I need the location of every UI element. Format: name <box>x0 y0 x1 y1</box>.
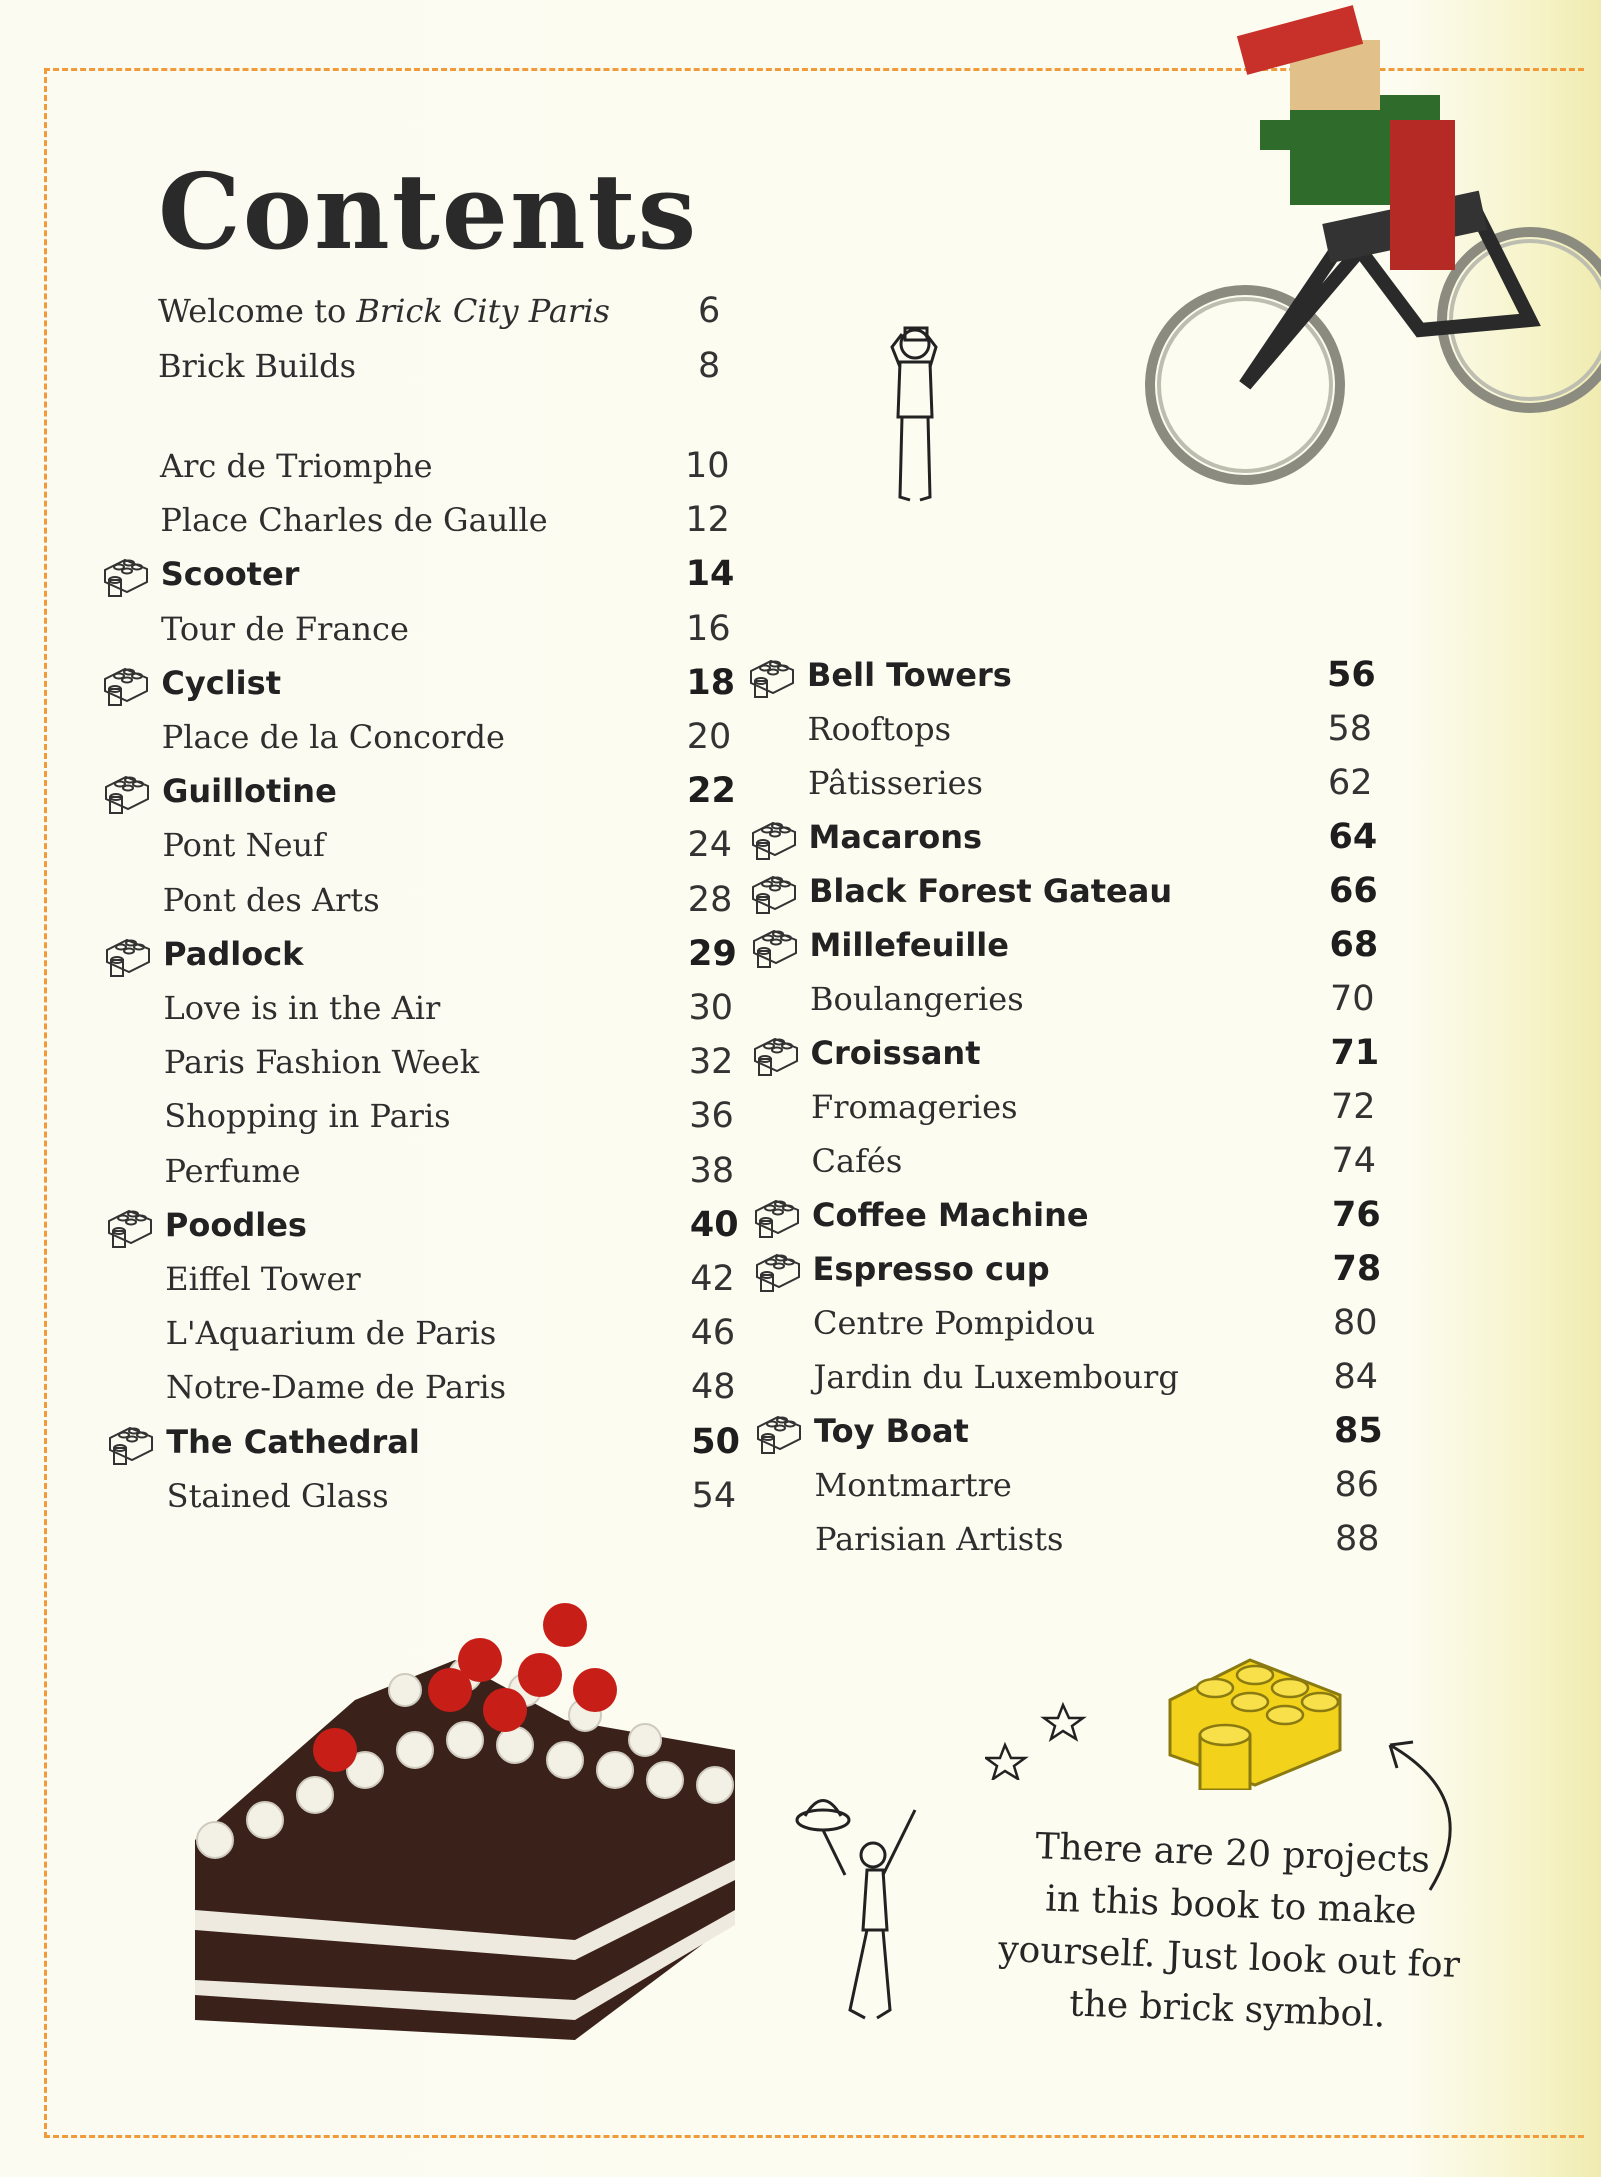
toc-page-number: 20 <box>686 717 732 757</box>
toc-entry-padlock[interactable] <box>163 928 737 980</box>
toc-page-number: 36 <box>689 1096 734 1137</box>
toc-entry-label: Paris Fashion Week <box>163 1043 480 1082</box>
note-line: in this book to make <box>1044 1878 1418 1933</box>
brick-symbol-icon <box>100 771 152 815</box>
toc-entry-label: Bell Towers <box>807 656 1012 694</box>
brick-symbol-icon <box>103 1205 155 1249</box>
toc-entry-stained-glass[interactable] <box>166 1470 737 1522</box>
toc-entry-label: Cafés <box>811 1142 903 1180</box>
toc-entry-label: Fromageries <box>811 1088 1018 1126</box>
toc-page-number: 68 <box>1329 925 1379 965</box>
toc-page-number: 62 <box>1328 763 1373 803</box>
toc-page-number: 86 <box>1334 1465 1380 1505</box>
toc-entry-welcome[interactable] <box>158 285 721 337</box>
toc-page-number: 16 <box>686 608 731 649</box>
toc-page-number: 80 <box>1333 1303 1378 1343</box>
toc-entry-label: Croissant <box>810 1034 981 1072</box>
toc-entry-label: Centre Pompidou <box>813 1304 1096 1342</box>
toc-page-number: 28 <box>687 879 733 920</box>
cyclist-photo <box>1090 0 1601 500</box>
toc-page-number: 6 <box>698 291 721 331</box>
toc-entry-pont-des-arts[interactable] <box>162 874 733 926</box>
toc-entry-label: Notre-Dame de Paris <box>165 1368 507 1407</box>
toc-page-number: 30 <box>688 988 734 1028</box>
photographer-drawing <box>870 322 960 512</box>
toc-entry-parisian-artists[interactable] <box>815 1513 1395 1565</box>
toc-page-number: 74 <box>1331 1141 1377 1181</box>
toc-entry-love-is-in-the-air[interactable] <box>163 982 734 1034</box>
toc-entry-patisseries[interactable] <box>808 757 1388 809</box>
toc-entry-label: Place Charles de Gaulle <box>160 501 548 540</box>
toc-entry-label: L'Aquarium de Paris <box>165 1314 497 1353</box>
brick-symbol-icon <box>747 817 799 861</box>
toc-page-number: 40 <box>689 1204 739 1245</box>
toc-entry-label: Jardin du Luxembourg <box>813 1358 1179 1396</box>
toc-page-number: 84 <box>1333 1357 1379 1397</box>
note-line: There are 20 projects <box>1034 1826 1431 1881</box>
brick-symbol-icon <box>99 663 151 707</box>
brick-symbol-icon <box>752 1411 804 1455</box>
toc-page-number: 76 <box>1332 1195 1381 1235</box>
toc-entry-label: Poodles <box>164 1205 307 1244</box>
toc-entry-black-forest-gateau[interactable] <box>809 865 1389 917</box>
toc-page-number: 71 <box>1330 1033 1380 1073</box>
toc-page-number: 29 <box>688 933 737 974</box>
toc-entry-boulangeries[interactable] <box>810 973 1390 1025</box>
toc-entry-label: Pont Neuf <box>162 826 325 865</box>
toc-page-number: 58 <box>1327 709 1373 749</box>
toc-entry-label: Toy Boat <box>814 1412 969 1450</box>
toc-entry-rooftops[interactable] <box>808 703 1388 755</box>
toc-entry-label: Arc de Triomphe <box>160 447 433 485</box>
brick-symbol-icon <box>747 871 799 915</box>
toc-page-number: 78 <box>1332 1249 1382 1289</box>
toc-entry-bell-towers[interactable] <box>807 649 1387 701</box>
toc-page-number: 88 <box>1335 1519 1380 1559</box>
brick-symbol-icon <box>749 1033 801 1077</box>
brick-symbol-icon <box>750 1195 802 1239</box>
note-line: the brick symbol. <box>1068 1983 1387 2036</box>
toc-entry-label: Montmartre <box>814 1466 1012 1504</box>
toc-entry-cafes[interactable] <box>812 1135 1392 1187</box>
toc-entry-label: Welcome to Brick City Paris <box>158 292 610 330</box>
toc-entry-espresso-cup[interactable] <box>813 1243 1393 1295</box>
toc-entry-label: Stained Glass <box>166 1476 389 1515</box>
toc-entry-label: Macarons <box>808 818 983 856</box>
toc-entry-fromageries[interactable] <box>811 1081 1391 1133</box>
book-title-italic: Brick City Paris <box>356 292 610 330</box>
toc-page-number: 12 <box>685 500 730 541</box>
project-note <box>977 1819 1484 2044</box>
brick-symbol-icon <box>748 925 800 969</box>
toc-entry-perfume[interactable] <box>164 1145 735 1197</box>
toc-page-number: 56 <box>1327 655 1376 695</box>
toc-entry-croissant[interactable] <box>811 1027 1391 1079</box>
toc-entry-label: Perfume <box>164 1151 301 1190</box>
toc-page-number: 14 <box>685 554 735 595</box>
toc-page-number: 72 <box>1331 1087 1376 1127</box>
toc-page-number: 24 <box>687 825 732 866</box>
black-forest-gateau-photo <box>175 1580 755 2050</box>
toc-entry-label: Place de la Concorde <box>161 718 505 756</box>
toc-entry-label: Parisian Artists <box>815 1520 1064 1558</box>
waiter-drawing <box>795 1780 935 2040</box>
toc-entry-label: The Cathedral <box>166 1422 420 1461</box>
toc-entry-jardin-du-luxembourg[interactable] <box>814 1351 1394 1403</box>
toc-entry-toy-boat[interactable] <box>814 1405 1394 1457</box>
toc-entry-label: Love is in the Air <box>163 989 441 1027</box>
toc-entry-place-de-la-concorde[interactable] <box>161 711 732 763</box>
brick-symbol-icon <box>751 1249 803 1293</box>
toc-page-number: 50 <box>691 1421 741 1462</box>
toc-page-number: 85 <box>1334 1411 1383 1451</box>
toc-entry-label: Brick Builds <box>158 347 357 385</box>
toc-page-number: 70 <box>1330 979 1375 1019</box>
toc-entry-guillotine[interactable] <box>162 765 736 817</box>
toc-entry-label: Boulangeries <box>810 980 1024 1018</box>
toc-page-number: 10 <box>685 446 730 486</box>
toc-entry-pont-neuf[interactable] <box>162 819 732 871</box>
toc-entry-label: Pâtisseries <box>808 764 983 802</box>
toc-page-number: 18 <box>686 662 736 703</box>
toc-entry-label: Coffee Machine <box>812 1196 1089 1234</box>
toc-page-number: 66 <box>1329 871 1378 911</box>
toc-entry-label: Scooter <box>160 555 300 594</box>
page-title: Contents <box>158 150 699 273</box>
toc-entry-millefeuille[interactable] <box>810 919 1390 971</box>
toc-entry-centre-pompidou[interactable] <box>813 1297 1393 1349</box>
toc-entry-brick-builds[interactable] <box>158 340 721 392</box>
toc-entry-coffee-machine[interactable] <box>812 1189 1392 1241</box>
brick-symbol-icon <box>745 655 797 699</box>
toc-entry-cyclist[interactable] <box>161 657 736 709</box>
brick-symbol-icon <box>101 934 153 978</box>
toc-page-number: 22 <box>687 771 736 812</box>
toc-entry-notre-dame-de-paris[interactable] <box>165 1361 736 1413</box>
toc-entry-montmartre[interactable] <box>815 1459 1395 1511</box>
toc-entry-label: Shopping in Paris <box>164 1097 451 1136</box>
brick-symbol-icon <box>104 1422 156 1466</box>
toc-entry-arc-de-triomphe[interactable] <box>160 440 730 492</box>
toc-entry-label: Millefeuille <box>809 926 1009 964</box>
toc-entry-label: Eiffel Tower <box>165 1260 361 1298</box>
brick-symbol-icon <box>99 554 151 598</box>
toc-entry-label: Padlock <box>163 934 304 973</box>
toc-entry-scooter[interactable] <box>160 548 735 600</box>
toc-entry-label: Guillotine <box>162 772 337 811</box>
note-line: yourself. Just look out for <box>997 1928 1461 1987</box>
toc-page-number: 8 <box>698 346 721 386</box>
toc-entry-shopping-in-paris[interactable] <box>164 1090 734 1142</box>
toc-entry-label: Pont des Arts <box>162 880 380 919</box>
toc-entry-tour-de-france[interactable] <box>161 603 731 655</box>
toc-page-number: 42 <box>690 1259 735 1299</box>
toc-entry-the-cathedral[interactable] <box>166 1416 741 1468</box>
toc-entry-place-charles-de-gaulle[interactable] <box>160 494 730 546</box>
toc-entry-label: Tour de France <box>161 609 409 648</box>
toc-page-number: 32 <box>688 1042 734 1083</box>
yellow-brick-photo <box>1160 1640 1350 1790</box>
toc-entry-label: Espresso cup <box>812 1250 1050 1288</box>
toc-entry-l-aquarium-de-paris[interactable] <box>165 1307 736 1359</box>
toc-entry-label: Black Forest Gateau <box>809 872 1173 910</box>
toc-entry-label: Rooftops <box>807 710 951 748</box>
toc-page-number: 38 <box>689 1150 735 1191</box>
toc-entry-poodles[interactable] <box>164 1199 739 1251</box>
toc-entry-macarons[interactable] <box>809 811 1389 863</box>
toc-page-number: 46 <box>690 1313 736 1354</box>
toc-page-number: 48 <box>690 1367 736 1408</box>
toc-page-number: 64 <box>1328 817 1378 857</box>
toc-entry-paris-fashion-week[interactable] <box>163 1036 734 1088</box>
toc-entry-eiffel-tower[interactable] <box>165 1253 735 1305</box>
toc-page-number: 54 <box>691 1475 737 1516</box>
stars-doodle-icon <box>985 1700 1095 1780</box>
toc-entry-label: Cyclist <box>161 663 281 702</box>
